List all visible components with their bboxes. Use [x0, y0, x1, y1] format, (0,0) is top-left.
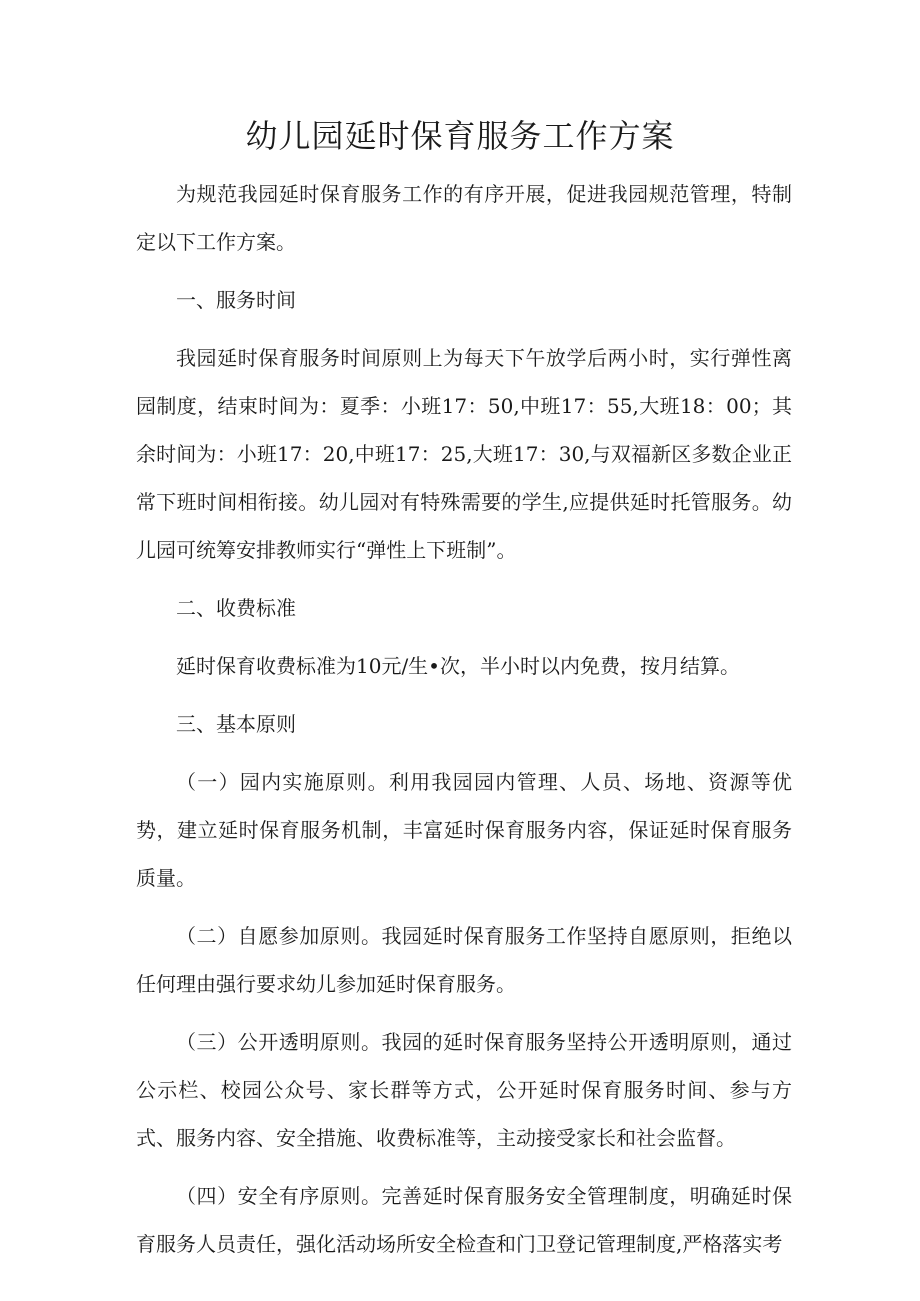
section-heading-fee-standard: 二、收费标准: [176, 596, 296, 620]
principle-paragraph-2: （二）自愿参加原则。我园延时保育服务工作坚持自愿原则，拒绝以任何理由强行要求幼儿参加延时保育服务。: [136, 924, 792, 996]
document-title: 幼儿园延时保育服务工作方案: [245, 117, 675, 155]
principle-paragraph-1: （一）园内实施原则。利用我园园内管理、人员、场地、资源等优势，建立延时保育服务机制，丰富延时保育服务内容，保证延时保育服务质量。: [136, 770, 792, 890]
fee-standard-paragraph: 延时保育收费标准为10元/生•次，半小时以内免费，按月结算。: [176, 654, 740, 678]
principle-paragraph-4: （四）安全有序原则。完善延时保育服务安全管理制度，明确延时保育服务人员责任，强化活动场所安全检查和门卫登记管理制度,严格落实考: [136, 1184, 792, 1256]
intro-paragraph: 为规范我园延时保育服务工作的有序开展，促进我园规范管理，特制定以下工作方案。: [136, 182, 792, 254]
principle-paragraph-3: （三）公开透明原则。我园的延时保育服务坚持公开透明原则，通过公示栏、校园公众号、家长群等方式，公开延时保育服务时间、参与方式、服务内容、安全措施、收费标准等，主动接受家长和社会监督。: [136, 1030, 792, 1150]
document-body: [136, 170, 792, 1278]
service-time-paragraph: 我园延时保育服务时间原则上为每天下午放学后两小时，实行弹性离园制度，结束时间为：夏季：小班17：50,中班17：55,大班18：00；其余时间为：小班17：20,中班17：25,大班17：30,与双福新区多数企业正常下班时间相衔接。幼儿园对有特殊需要的学生,应提供延时托管服务。幼儿园可统筹安排教师实行“弹性上下班制”。: [136, 346, 792, 562]
section-heading-basic-principles: 三、基本原则: [176, 712, 296, 736]
section-heading-service-time: 一、服务时间: [176, 288, 296, 312]
